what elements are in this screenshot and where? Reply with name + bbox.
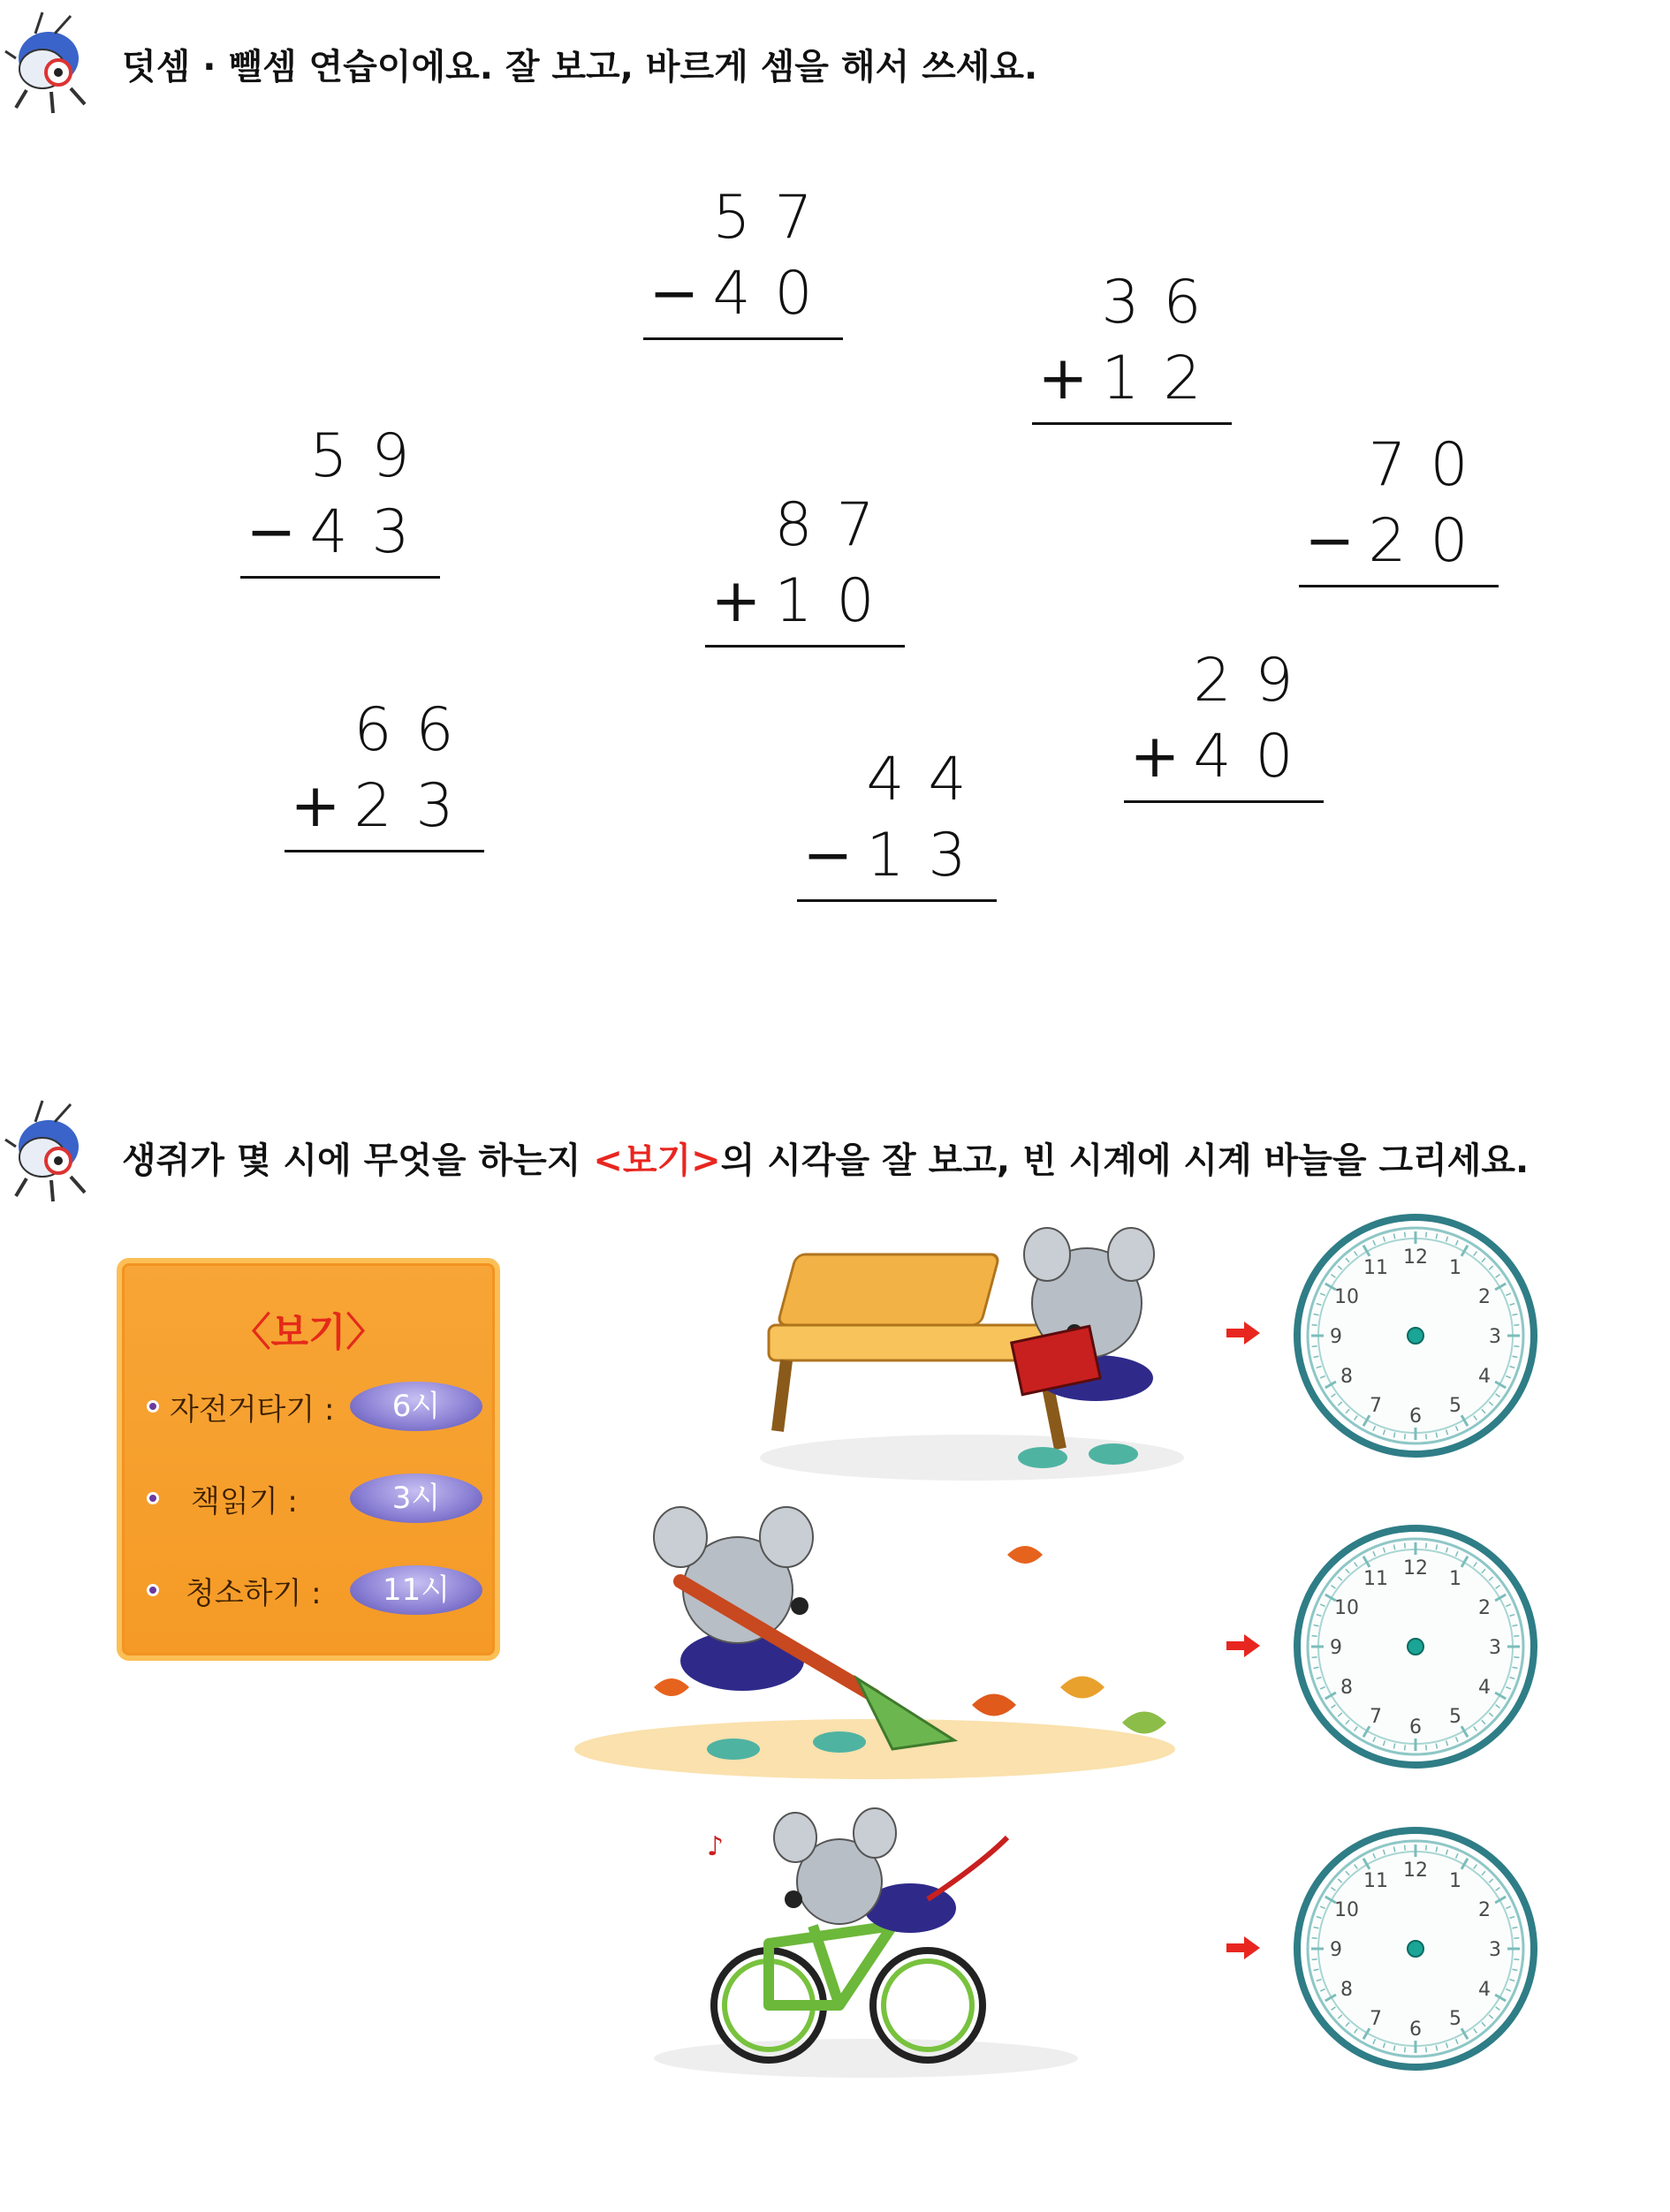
clock-number: 3 [1489, 1939, 1501, 1961]
digit: 0 [836, 566, 875, 636]
instruction-text: 생쥐가 몇 시에 무엇을 하는지 [122, 1140, 594, 1181]
clock-number: 10 [1334, 1286, 1360, 1308]
clock-number: 5 [1449, 1394, 1461, 1417]
clock-number: 8 [1340, 1677, 1354, 1699]
clock-center-pin [1408, 1941, 1423, 1957]
svg-text:♪: ♪ [707, 1831, 725, 1862]
digit: 3 [1101, 268, 1140, 337]
digit: 2 [1368, 506, 1407, 576]
digit: 9 [1255, 646, 1294, 716]
digit: 7 [774, 183, 813, 253]
bullet-icon [147, 1584, 159, 1596]
example-item-cleaning [147, 1560, 482, 1622]
clock-number: 2 [1477, 1899, 1491, 1921]
clock-number: 9 [1330, 1939, 1342, 1961]
addition-problem-1 [1032, 265, 1232, 425]
digit: 6 [1163, 268, 1202, 337]
digit: 5 [309, 421, 348, 491]
clock-number: 12 [1403, 1246, 1428, 1269]
bullet-icon [147, 1492, 159, 1504]
answer-line[interactable] [240, 576, 440, 579]
clock-number: 3 [1489, 1326, 1501, 1348]
digit: 6 [353, 695, 392, 765]
mouse-sweeping-illustration [557, 1484, 1193, 1811]
digit: 0 [774, 259, 813, 329]
digit: 4 [712, 259, 751, 329]
answer-line[interactable] [1299, 585, 1499, 587]
clock-number: 11 [1363, 1568, 1388, 1591]
clock-number: 1 [1449, 1870, 1461, 1893]
clock-number: 5 [1449, 2007, 1461, 2030]
subtraction-problem-1 [643, 180, 843, 340]
clock-number: 5 [1449, 1705, 1461, 1728]
clock-number: 9 [1330, 1637, 1342, 1659]
clock-number: 12 [1403, 1860, 1428, 1882]
clock-number: 10 [1334, 1597, 1360, 1619]
clock-number: 1 [1449, 1568, 1461, 1591]
subtraction-problem-3 [1299, 428, 1499, 587]
digit: 5 [712, 183, 751, 253]
clock-number: 2 [1477, 1286, 1491, 1308]
answer-line[interactable] [643, 337, 843, 340]
clock-number: 7 [1370, 1705, 1382, 1728]
answer-line[interactable] [1032, 422, 1232, 425]
operator: + [710, 566, 762, 636]
mascot-icon [0, 5, 97, 120]
operator: + [1129, 722, 1180, 792]
digit: 6 [415, 695, 454, 765]
answer-line[interactable] [285, 850, 484, 852]
subtraction-problem-2 [240, 419, 440, 579]
activity-label: 책읽기 : [191, 1484, 298, 1519]
operator: − [649, 259, 700, 329]
clock-number: 3 [1489, 1637, 1501, 1659]
digit: 1 [866, 821, 905, 890]
digit: 4 [1193, 722, 1232, 792]
clock-center-pin [1408, 1639, 1423, 1655]
activity-label: 자전거타기 : [170, 1392, 335, 1428]
digit: 2 [1193, 646, 1232, 716]
digit: 4 [866, 745, 905, 814]
digit: 1 [1101, 344, 1140, 413]
clock-number: 1 [1449, 1257, 1461, 1280]
blank-clock-1[interactable] [1292, 1212, 1539, 1459]
clock-number: 6 [1409, 1716, 1422, 1739]
clock-number: 10 [1334, 1899, 1360, 1921]
operator: − [802, 821, 854, 890]
arrow-right-icon [1226, 1634, 1260, 1657]
clock-center-pin [1408, 1328, 1423, 1344]
addition-problem-3 [1124, 643, 1324, 803]
operator: + [290, 771, 341, 841]
operator: + [1037, 344, 1089, 413]
digit: 9 [371, 421, 410, 491]
clock-number: 8 [1340, 1979, 1354, 2001]
mouse-reading-illustration [751, 1193, 1193, 1493]
digit: 4 [309, 497, 348, 567]
instruction-text: 의 시각을 잘 보고, 빈 시계에 시계 바늘을 그리세요. [720, 1140, 1530, 1181]
bogi-reference: <보기> [593, 1140, 721, 1181]
time-badge: 3시 [350, 1473, 482, 1523]
mascot-icon [0, 1094, 97, 1208]
digit: 0 [1255, 722, 1294, 792]
section2-instruction [122, 1133, 1529, 1183]
mouse-cycling-illustration [636, 1793, 1131, 2094]
clock-number: 6 [1409, 1405, 1422, 1428]
clock-number: 6 [1409, 2019, 1422, 2041]
clock-number: 11 [1363, 1257, 1388, 1280]
time-badge: 6시 [350, 1382, 482, 1431]
digit: 3 [928, 821, 967, 890]
answer-line[interactable] [705, 645, 905, 648]
clock-number: 2 [1477, 1597, 1491, 1619]
answer-line[interactable] [797, 899, 997, 902]
digit: 4 [928, 745, 967, 814]
example-box-title: 〈보기〉 [232, 1310, 385, 1355]
clock-number: 11 [1363, 1870, 1388, 1893]
addition-problem-4 [285, 693, 484, 852]
clock-number: 7 [1370, 2007, 1382, 2030]
section1-instruction: 덧셈 · 뺄셈 연습이에요. 잘 보고, 바르게 셈을 해서 쓰세요. [122, 47, 1038, 87]
digit: 1 [774, 566, 813, 636]
clock-number: 4 [1477, 1366, 1491, 1388]
answer-line[interactable] [1124, 800, 1324, 803]
time-badge: 11시 [350, 1565, 482, 1615]
clock-number: 9 [1330, 1326, 1342, 1348]
digit: 2 [353, 771, 392, 841]
clock-number: 8 [1340, 1366, 1354, 1388]
clock-number: 4 [1477, 1677, 1491, 1699]
arrow-right-icon [1226, 1322, 1260, 1345]
subtraction-problem-4 [797, 742, 997, 902]
arrow-right-icon [1226, 1936, 1260, 1959]
example-box [117, 1258, 500, 1661]
blank-clock-3[interactable] [1292, 1825, 1539, 2072]
digit: 0 [1430, 506, 1469, 576]
digit: 7 [1368, 430, 1407, 500]
digit: 8 [774, 490, 813, 560]
clock-number: 12 [1403, 1557, 1428, 1579]
addition-problem-2 [705, 488, 905, 648]
digit: 3 [371, 497, 410, 567]
digit: 3 [415, 771, 454, 841]
example-item-reading [147, 1468, 482, 1530]
bullet-icon [147, 1400, 159, 1413]
digit: 2 [1163, 344, 1202, 413]
activity-label: 청소하기 : [186, 1576, 322, 1611]
digit: 0 [1430, 430, 1469, 500]
blank-clock-2[interactable] [1292, 1523, 1539, 1770]
clock-number: 4 [1477, 1979, 1491, 2001]
example-item-cycling [147, 1376, 482, 1438]
operator: − [1304, 506, 1355, 576]
operator: − [246, 497, 297, 567]
clock-number: 7 [1370, 1394, 1382, 1417]
digit: 7 [836, 490, 875, 560]
